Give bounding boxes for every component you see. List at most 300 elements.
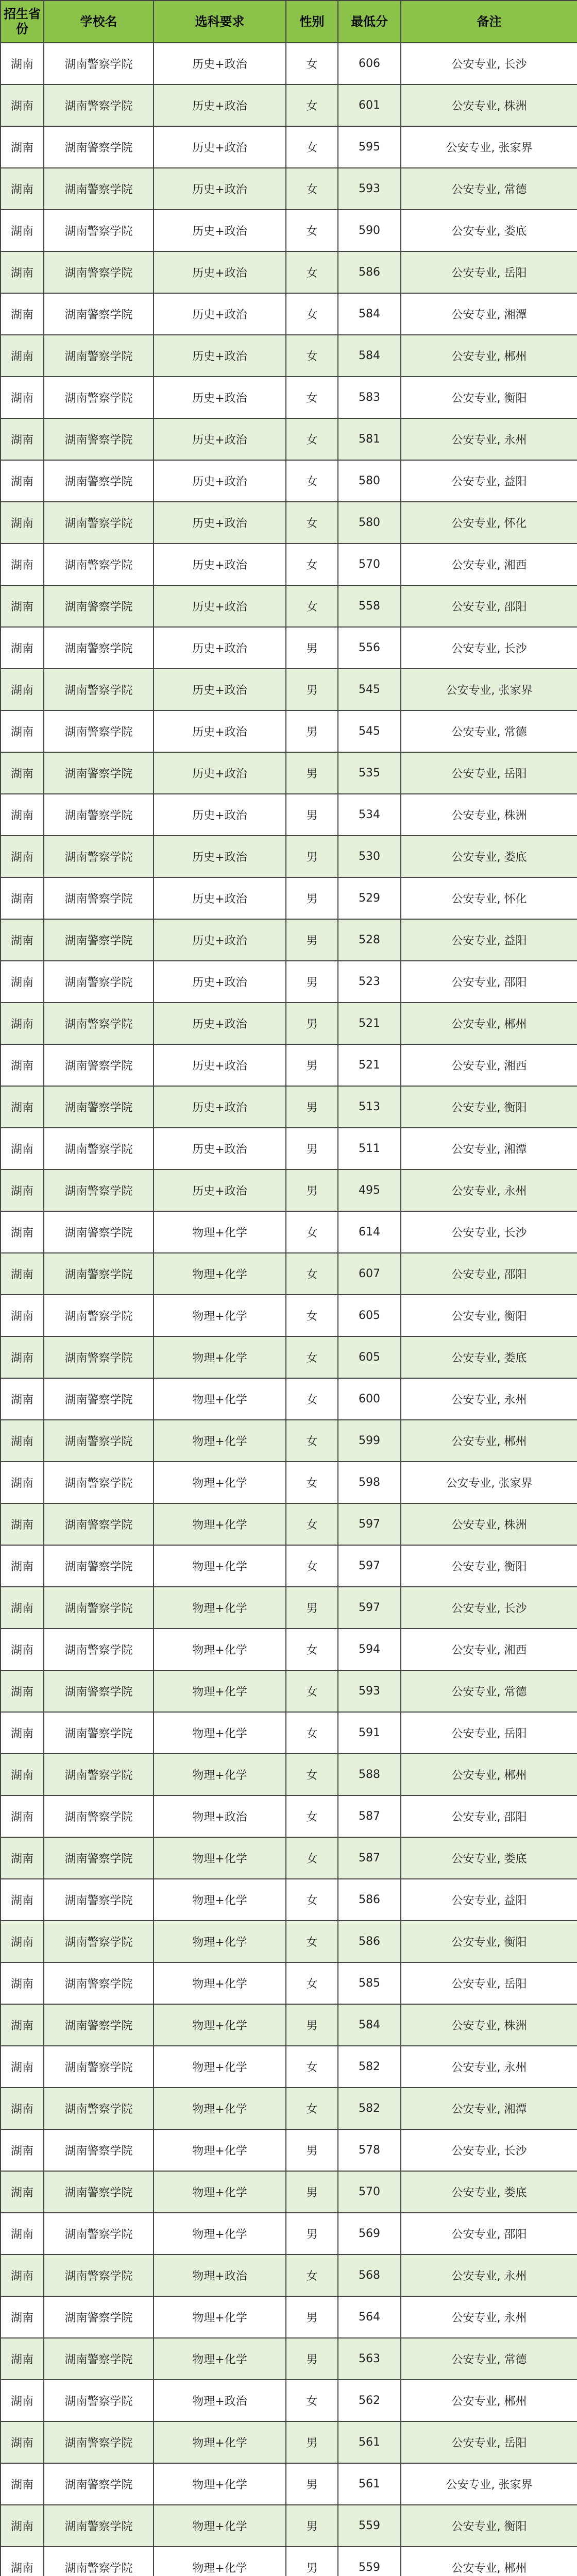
cell-province: 湖南 xyxy=(1,2421,44,2463)
cell-school: 湖南警察学院 xyxy=(44,1670,154,1712)
cell-gender: 女 xyxy=(286,1420,338,1462)
cell-min-score: 545 xyxy=(338,710,401,752)
cell-province: 湖南 xyxy=(1,627,44,669)
cell-gender: 女 xyxy=(286,1962,338,2004)
table-row xyxy=(1,1420,577,1462)
cell-subjects: 历史+政治 xyxy=(154,251,286,293)
cell-province: 湖南 xyxy=(1,126,44,168)
table-row xyxy=(1,210,577,251)
cell-province: 湖南 xyxy=(1,1795,44,1837)
cell-province: 湖南 xyxy=(1,1336,44,1378)
cell-subjects: 物理+化学 xyxy=(154,2004,286,2046)
cell-province: 湖南 xyxy=(1,1545,44,1587)
cell-remarks: 公安专业, 湘西 xyxy=(401,1629,577,1670)
cell-province: 湖南 xyxy=(1,1462,44,1503)
cell-remarks: 公安专业, 长沙 xyxy=(401,2129,577,2171)
table-row xyxy=(1,2171,577,2213)
cell-gender: 女 xyxy=(286,1795,338,1837)
cell-gender: 女 xyxy=(286,1837,338,1879)
cell-province: 湖南 xyxy=(1,43,44,84)
cell-school: 湖南警察学院 xyxy=(44,1962,154,2004)
cell-remarks: 公安专业, 邵阳 xyxy=(401,961,577,1003)
cell-subjects: 物理+化学 xyxy=(154,2421,286,2463)
cell-gender: 女 xyxy=(286,585,338,627)
cell-min-score: 528 xyxy=(338,919,401,961)
cell-min-score: 591 xyxy=(338,1712,401,1754)
cell-remarks: 公安专业, 株洲 xyxy=(401,84,577,126)
table-row xyxy=(1,1336,577,1378)
cell-remarks: 公安专业, 怀化 xyxy=(401,877,577,919)
cell-province: 湖南 xyxy=(1,84,44,126)
cell-min-score: 530 xyxy=(338,836,401,877)
cell-min-score: 594 xyxy=(338,1629,401,1670)
cell-gender: 女 xyxy=(286,2380,338,2421)
cell-subjects: 物理+化学 xyxy=(154,2088,286,2129)
cell-province: 湖南 xyxy=(1,585,44,627)
cell-gender: 女 xyxy=(286,1462,338,1503)
table-row xyxy=(1,1962,577,2004)
cell-remarks: 公安专业, 娄底 xyxy=(401,1336,577,1378)
table-row xyxy=(1,1503,577,1545)
cell-school: 湖南警察学院 xyxy=(44,1545,154,1587)
cell-school: 湖南警察学院 xyxy=(44,2296,154,2338)
cell-remarks: 公安专业, 湘潭 xyxy=(401,2088,577,2129)
cell-gender: 男 xyxy=(286,2213,338,2255)
cell-min-score: 599 xyxy=(338,1420,401,1462)
cell-gender: 女 xyxy=(286,377,338,418)
header-remarks: 备注 xyxy=(401,1,577,43)
cell-province: 湖南 xyxy=(1,2255,44,2296)
cell-province: 湖南 xyxy=(1,1211,44,1253)
cell-gender: 男 xyxy=(286,1128,338,1170)
cell-gender: 女 xyxy=(286,1378,338,1420)
cell-min-score: 605 xyxy=(338,1295,401,1336)
cell-subjects: 物理+化学 xyxy=(154,2463,286,2505)
table-row xyxy=(1,1170,577,1211)
cell-min-score: 561 xyxy=(338,2463,401,2505)
table-row xyxy=(1,836,577,877)
cell-subjects: 历史+政治 xyxy=(154,919,286,961)
cell-province: 湖南 xyxy=(1,794,44,836)
table-row xyxy=(1,377,577,418)
cell-school: 湖南警察学院 xyxy=(44,1378,154,1420)
cell-subjects: 历史+政治 xyxy=(154,418,286,460)
header-gender: 性别 xyxy=(286,1,338,43)
cell-province: 湖南 xyxy=(1,210,44,251)
cell-subjects: 历史+政治 xyxy=(154,961,286,1003)
cell-province: 湖南 xyxy=(1,1128,44,1170)
cell-min-score: 590 xyxy=(338,210,401,251)
cell-remarks: 公安专业, 娄底 xyxy=(401,1837,577,1879)
cell-gender: 男 xyxy=(286,627,338,669)
cell-remarks: 公安专业, 常德 xyxy=(401,168,577,210)
cell-remarks: 公安专业, 岳阳 xyxy=(401,2421,577,2463)
cell-min-score: 595 xyxy=(338,126,401,168)
cell-gender: 女 xyxy=(286,460,338,502)
cell-min-score: 598 xyxy=(338,1462,401,1503)
cell-remarks: 公安专业, 张家界 xyxy=(401,126,577,168)
cell-gender: 男 xyxy=(286,2338,338,2380)
cell-province: 湖南 xyxy=(1,1962,44,2004)
table-row xyxy=(1,2213,577,2255)
cell-gender: 女 xyxy=(286,293,338,335)
cell-min-score: 586 xyxy=(338,251,401,293)
cell-province: 湖南 xyxy=(1,1879,44,1921)
cell-remarks: 公安专业, 永州 xyxy=(401,2255,577,2296)
cell-remarks: 公安专业, 长沙 xyxy=(401,627,577,669)
cell-province: 湖南 xyxy=(1,2505,44,2547)
cell-province: 湖南 xyxy=(1,1295,44,1336)
cell-remarks: 公安专业, 邵阳 xyxy=(401,585,577,627)
cell-subjects: 物理+化学 xyxy=(154,1503,286,1545)
cell-school: 湖南警察学院 xyxy=(44,418,154,460)
table-row xyxy=(1,1712,577,1754)
cell-gender: 男 xyxy=(286,2463,338,2505)
cell-remarks: 公安专业, 怀化 xyxy=(401,502,577,544)
cell-remarks: 公安专业, 邵阳 xyxy=(401,1795,577,1837)
cell-min-score: 578 xyxy=(338,2129,401,2171)
cell-min-score: 614 xyxy=(338,1211,401,1253)
cell-subjects: 历史+政治 xyxy=(154,877,286,919)
cell-min-score: 558 xyxy=(338,585,401,627)
cell-province: 湖南 xyxy=(1,1378,44,1420)
cell-school: 湖南警察学院 xyxy=(44,1044,154,1086)
table-row xyxy=(1,1837,577,1879)
cell-remarks: 公安专业, 益阳 xyxy=(401,919,577,961)
cell-remarks: 公安专业, 邵阳 xyxy=(401,2213,577,2255)
cell-min-score: 597 xyxy=(338,1587,401,1629)
cell-gender: 女 xyxy=(286,43,338,84)
cell-gender: 女 xyxy=(286,2088,338,2129)
table-row xyxy=(1,418,577,460)
cell-province: 湖南 xyxy=(1,544,44,585)
cell-school: 湖南警察学院 xyxy=(44,919,154,961)
cell-min-score: 581 xyxy=(338,418,401,460)
table-row xyxy=(1,1086,577,1128)
cell-gender: 女 xyxy=(286,1253,338,1295)
table-row xyxy=(1,2463,577,2505)
cell-min-score: 584 xyxy=(338,293,401,335)
table-row xyxy=(1,2421,577,2463)
cell-min-score: 570 xyxy=(338,544,401,585)
cell-gender: 男 xyxy=(286,2421,338,2463)
cell-province: 湖南 xyxy=(1,1044,44,1086)
table-row xyxy=(1,1003,577,1044)
cell-remarks: 公安专业, 益阳 xyxy=(401,460,577,502)
cell-remarks: 公安专业, 岳阳 xyxy=(401,752,577,794)
cell-gender: 男 xyxy=(286,2296,338,2338)
cell-min-score: 495 xyxy=(338,1170,401,1211)
cell-subjects: 物理+化学 xyxy=(154,1545,286,1587)
cell-subjects: 历史+政治 xyxy=(154,1170,286,1211)
cell-remarks: 公安专业, 益阳 xyxy=(401,1879,577,1921)
cell-school: 湖南警察学院 xyxy=(44,2213,154,2255)
header-province: 招生省份 xyxy=(1,1,44,43)
cell-subjects: 物理+化学 xyxy=(154,1629,286,1670)
cell-subjects: 物理+化学 xyxy=(154,2129,286,2171)
cell-subjects: 历史+政治 xyxy=(154,836,286,877)
cell-remarks: 公安专业, 永州 xyxy=(401,2046,577,2088)
table-row xyxy=(1,752,577,794)
cell-school: 湖南警察学院 xyxy=(44,585,154,627)
cell-subjects: 物理+化学 xyxy=(154,1211,286,1253)
table-row xyxy=(1,2255,577,2296)
cell-remarks: 公安专业, 张家界 xyxy=(401,1462,577,1503)
cell-gender: 女 xyxy=(286,1670,338,1712)
cell-min-score: 559 xyxy=(338,2547,401,2576)
cell-school: 湖南警察学院 xyxy=(44,1336,154,1378)
cell-province: 湖南 xyxy=(1,1587,44,1629)
cell-school: 湖南警察学院 xyxy=(44,2004,154,2046)
cell-remarks: 公安专业, 株洲 xyxy=(401,1503,577,1545)
cell-gender: 女 xyxy=(286,1336,338,1378)
table-row xyxy=(1,84,577,126)
cell-province: 湖南 xyxy=(1,2004,44,2046)
cell-gender: 女 xyxy=(286,335,338,377)
cell-gender: 女 xyxy=(286,1629,338,1670)
cell-min-score: 601 xyxy=(338,84,401,126)
cell-gender: 男 xyxy=(286,2505,338,2547)
cell-subjects: 历史+政治 xyxy=(154,794,286,836)
cell-gender: 男 xyxy=(286,794,338,836)
cell-subjects: 物理+化学 xyxy=(154,2338,286,2380)
cell-school: 湖南警察学院 xyxy=(44,1629,154,1670)
cell-min-score: 562 xyxy=(338,2380,401,2421)
table-row xyxy=(1,502,577,544)
cell-min-score: 582 xyxy=(338,2088,401,2129)
cell-gender: 女 xyxy=(286,2046,338,2088)
cell-subjects: 物理+化学 xyxy=(154,1754,286,1795)
cell-remarks: 公安专业, 株洲 xyxy=(401,2004,577,2046)
table-row xyxy=(1,2004,577,2046)
header-subjects: 选科要求 xyxy=(154,1,286,43)
table-row xyxy=(1,1128,577,1170)
cell-gender: 男 xyxy=(286,2004,338,2046)
cell-subjects: 历史+政治 xyxy=(154,1086,286,1128)
cell-school: 湖南警察学院 xyxy=(44,2129,154,2171)
cell-min-score: 568 xyxy=(338,2255,401,2296)
cell-min-score: 587 xyxy=(338,1795,401,1837)
cell-gender: 女 xyxy=(286,1503,338,1545)
cell-province: 湖南 xyxy=(1,460,44,502)
cell-school: 湖南警察学院 xyxy=(44,669,154,710)
cell-school: 湖南警察学院 xyxy=(44,1128,154,1170)
cell-subjects: 历史+政治 xyxy=(154,335,286,377)
cell-province: 湖南 xyxy=(1,1086,44,1128)
cell-min-score: 529 xyxy=(338,877,401,919)
cell-remarks: 公安专业, 长沙 xyxy=(401,1587,577,1629)
cell-subjects: 物理+政治 xyxy=(154,1795,286,1837)
cell-subjects: 历史+政治 xyxy=(154,627,286,669)
cell-min-score: 588 xyxy=(338,1754,401,1795)
cell-subjects: 物理+化学 xyxy=(154,1962,286,2004)
cell-gender: 女 xyxy=(286,1211,338,1253)
cell-remarks: 公安专业, 湘西 xyxy=(401,1044,577,1086)
cell-remarks: 公安专业, 长沙 xyxy=(401,43,577,84)
cell-remarks: 公安专业, 衡阳 xyxy=(401,1295,577,1336)
cell-remarks: 公安专业, 衡阳 xyxy=(401,1086,577,1128)
cell-school: 湖南警察学院 xyxy=(44,877,154,919)
cell-min-score: 513 xyxy=(338,1086,401,1128)
cell-remarks: 公安专业, 郴州 xyxy=(401,1003,577,1044)
cell-school: 湖南警察学院 xyxy=(44,1754,154,1795)
cell-min-score: 563 xyxy=(338,2338,401,2380)
cell-subjects: 物理+化学 xyxy=(154,2505,286,2547)
table-row xyxy=(1,2129,577,2171)
cell-remarks: 公安专业, 衡阳 xyxy=(401,377,577,418)
cell-gender: 男 xyxy=(286,2171,338,2213)
cell-province: 湖南 xyxy=(1,418,44,460)
table-row xyxy=(1,335,577,377)
cell-remarks: 公安专业, 邵阳 xyxy=(401,1253,577,1295)
cell-gender: 男 xyxy=(286,2129,338,2171)
header-min-score: 最低分 xyxy=(338,1,401,43)
cell-province: 湖南 xyxy=(1,2171,44,2213)
cell-subjects: 物理+政治 xyxy=(154,2380,286,2421)
cell-subjects: 历史+政治 xyxy=(154,669,286,710)
cell-school: 湖南警察学院 xyxy=(44,1462,154,1503)
cell-province: 湖南 xyxy=(1,2296,44,2338)
cell-province: 湖南 xyxy=(1,2380,44,2421)
cell-min-score: 586 xyxy=(338,1921,401,1962)
cell-school: 湖南警察学院 xyxy=(44,794,154,836)
cell-province: 湖南 xyxy=(1,1921,44,1962)
cell-school: 湖南警察学院 xyxy=(44,1003,154,1044)
table-row xyxy=(1,1253,577,1295)
cell-gender: 女 xyxy=(286,1754,338,1795)
cell-min-score: 511 xyxy=(338,1128,401,1170)
table-header-row xyxy=(1,1,577,43)
cell-gender: 女 xyxy=(286,1545,338,1587)
cell-gender: 女 xyxy=(286,251,338,293)
cell-school: 湖南警察学院 xyxy=(44,293,154,335)
table-row xyxy=(1,1295,577,1336)
cell-remarks: 公安专业, 岳阳 xyxy=(401,1962,577,2004)
cell-subjects: 物理+化学 xyxy=(154,1378,286,1420)
cell-min-score: 534 xyxy=(338,794,401,836)
table-row xyxy=(1,1462,577,1503)
cell-province: 湖南 xyxy=(1,2213,44,2255)
cell-gender: 女 xyxy=(286,502,338,544)
cell-min-score: 583 xyxy=(338,377,401,418)
cell-subjects: 物理+化学 xyxy=(154,1420,286,1462)
cell-remarks: 公安专业, 娄底 xyxy=(401,2171,577,2213)
cell-province: 湖南 xyxy=(1,2088,44,2129)
cell-school: 湖南警察学院 xyxy=(44,1503,154,1545)
cell-remarks: 公安专业, 张家界 xyxy=(401,2463,577,2505)
table-row xyxy=(1,2505,577,2547)
cell-province: 湖南 xyxy=(1,1712,44,1754)
cell-school: 湖南警察学院 xyxy=(44,1211,154,1253)
cell-gender: 男 xyxy=(286,2547,338,2576)
cell-min-score: 586 xyxy=(338,1879,401,1921)
cell-min-score: 606 xyxy=(338,43,401,84)
cell-remarks: 公安专业, 郴州 xyxy=(401,335,577,377)
cell-min-score: 597 xyxy=(338,1503,401,1545)
cell-min-score: 584 xyxy=(338,2004,401,2046)
table-row xyxy=(1,710,577,752)
table-row xyxy=(1,669,577,710)
cell-min-score: 593 xyxy=(338,168,401,210)
cell-school: 湖南警察学院 xyxy=(44,2547,154,2576)
cell-province: 湖南 xyxy=(1,836,44,877)
cell-gender: 女 xyxy=(286,168,338,210)
cell-school: 湖南警察学院 xyxy=(44,1795,154,1837)
cell-subjects: 历史+政治 xyxy=(154,460,286,502)
cell-gender: 男 xyxy=(286,1044,338,1086)
cell-province: 湖南 xyxy=(1,502,44,544)
cell-remarks: 公安专业, 娄底 xyxy=(401,836,577,877)
cell-subjects: 物理+政治 xyxy=(154,2255,286,2296)
table-row xyxy=(1,43,577,84)
cell-province: 湖南 xyxy=(1,335,44,377)
cell-gender: 男 xyxy=(286,1170,338,1211)
cell-subjects: 物理+化学 xyxy=(154,2046,286,2088)
cell-province: 湖南 xyxy=(1,2046,44,2088)
cell-school: 湖南警察学院 xyxy=(44,502,154,544)
cell-remarks: 公安专业, 湘潭 xyxy=(401,293,577,335)
cell-province: 湖南 xyxy=(1,2338,44,2380)
cell-school: 湖南警察学院 xyxy=(44,2380,154,2421)
cell-remarks: 公安专业, 衡阳 xyxy=(401,1545,577,1587)
cell-gender: 女 xyxy=(286,544,338,585)
cell-min-score: 521 xyxy=(338,1003,401,1044)
cell-remarks: 公安专业, 常德 xyxy=(401,2338,577,2380)
table-row xyxy=(1,168,577,210)
cell-subjects: 物理+化学 xyxy=(154,1879,286,1921)
cell-min-score: 564 xyxy=(338,2296,401,2338)
cell-subjects: 历史+政治 xyxy=(154,1003,286,1044)
table-row xyxy=(1,627,577,669)
cell-school: 湖南警察学院 xyxy=(44,251,154,293)
cell-remarks: 公安专业, 株洲 xyxy=(401,794,577,836)
cell-min-score: 523 xyxy=(338,961,401,1003)
cell-school: 湖南警察学院 xyxy=(44,2505,154,2547)
table-body xyxy=(1,43,577,2576)
cell-province: 湖南 xyxy=(1,961,44,1003)
cell-min-score: 569 xyxy=(338,2213,401,2255)
cell-subjects: 历史+政治 xyxy=(154,1128,286,1170)
table-row xyxy=(1,2088,577,2129)
cell-min-score: 559 xyxy=(338,2505,401,2547)
cell-min-score: 545 xyxy=(338,669,401,710)
cell-remarks: 公安专业, 娄底 xyxy=(401,210,577,251)
cell-min-score: 521 xyxy=(338,1044,401,1086)
cell-remarks: 公安专业, 永州 xyxy=(401,418,577,460)
cell-province: 湖南 xyxy=(1,1629,44,1670)
cell-subjects: 物理+化学 xyxy=(154,2296,286,2338)
cell-min-score: 580 xyxy=(338,460,401,502)
cell-gender: 男 xyxy=(286,752,338,794)
cell-remarks: 公安专业, 郴州 xyxy=(401,2380,577,2421)
table-row xyxy=(1,1545,577,1587)
cell-remarks: 公安专业, 郴州 xyxy=(401,1754,577,1795)
cell-province: 湖南 xyxy=(1,2129,44,2171)
cell-subjects: 历史+政治 xyxy=(154,502,286,544)
cell-province: 湖南 xyxy=(1,1003,44,1044)
cell-school: 湖南警察学院 xyxy=(44,1921,154,1962)
cell-min-score: 587 xyxy=(338,1837,401,1879)
cell-school: 湖南警察学院 xyxy=(44,1712,154,1754)
cell-remarks: 公安专业, 郴州 xyxy=(401,2547,577,2576)
cell-min-score: 535 xyxy=(338,752,401,794)
cell-school: 湖南警察学院 xyxy=(44,377,154,418)
cell-gender: 男 xyxy=(286,961,338,1003)
cell-remarks: 公安专业, 张家界 xyxy=(401,669,577,710)
cell-province: 湖南 xyxy=(1,293,44,335)
cell-subjects: 物理+化学 xyxy=(154,1336,286,1378)
cell-province: 湖南 xyxy=(1,669,44,710)
